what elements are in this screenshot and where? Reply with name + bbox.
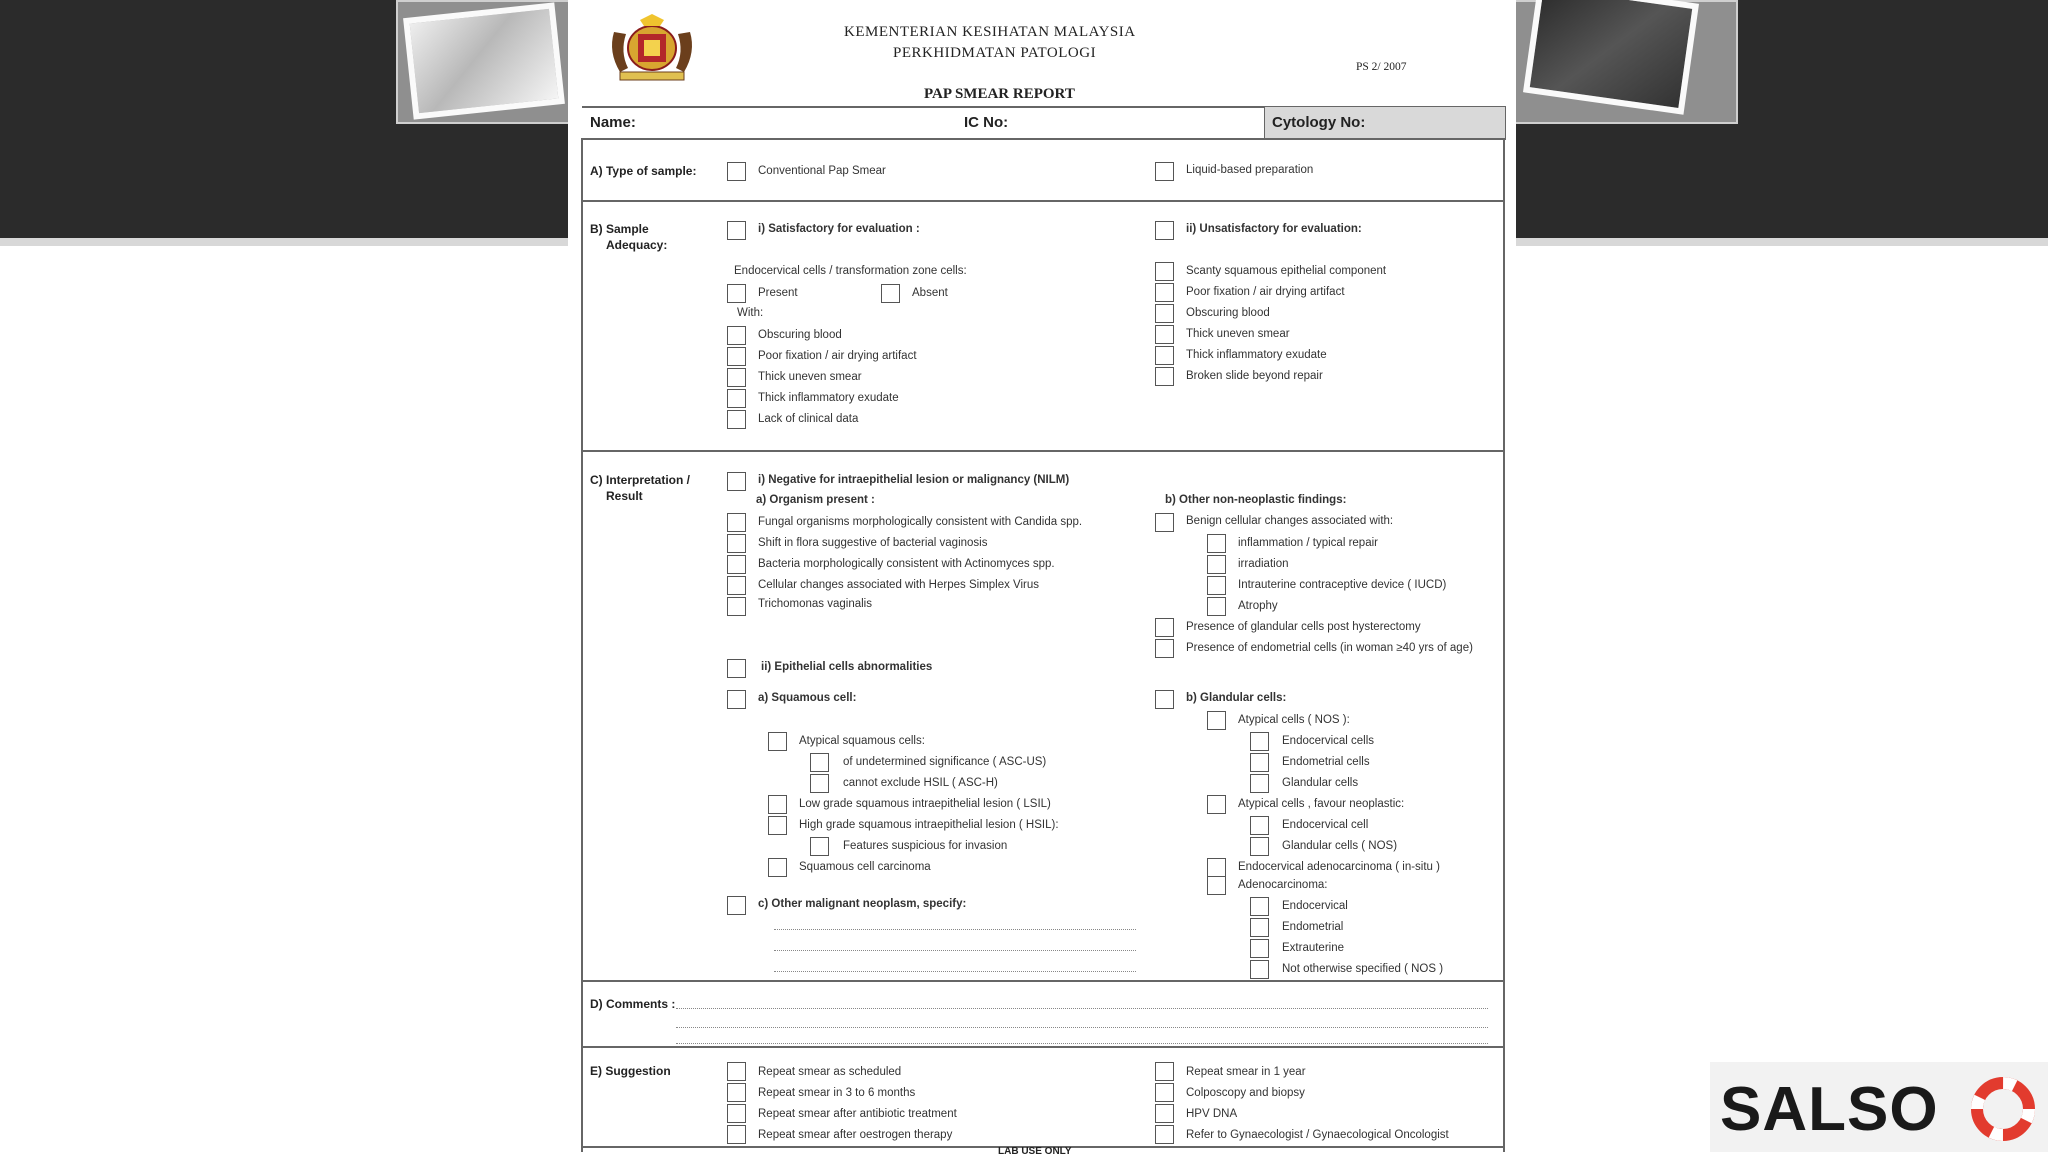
satisfactory-label: i) Satisfactory for evaluation : [758, 223, 920, 235]
absent-checkbox[interactable] [881, 284, 900, 303]
squamous-cell-label: a) Squamous cell: [758, 692, 857, 704]
specify-line[interactable] [774, 929, 1136, 930]
comments-line[interactable] [676, 1027, 1488, 1028]
candida-checkbox[interactable] [727, 513, 746, 532]
adeno-endometrial-checkbox[interactable] [1250, 918, 1269, 937]
unsat-item-label: Scanty squamous epithelial component [1186, 265, 1387, 277]
adenocarcinoma-checkbox[interactable] [1207, 876, 1226, 895]
endometrial-40-label: Presence of endometrial cells (in woman ≥40 yrs of age) [1186, 642, 1473, 654]
section-divider [582, 980, 1504, 982]
row-divider [582, 138, 1504, 140]
sat-lack-clinical-checkbox[interactable] [727, 410, 746, 429]
neo-item-label: Endocervical cell [1282, 819, 1369, 831]
department-name: PERKHIDMATAN PATOLOGI [893, 45, 1097, 61]
scc-label: Squamous cell carcinoma [799, 861, 931, 873]
suggestion-left-checkbox[interactable] [727, 1104, 746, 1123]
organism-item-label: Shift in flora suggestive of bacterial vaginosis [758, 537, 988, 549]
suggestion-item-label: Repeat smear as scheduled [758, 1066, 902, 1078]
neo-glandular-checkbox[interactable] [1250, 837, 1269, 856]
atypical-squamous-checkbox[interactable] [768, 732, 787, 751]
sat-obscuring-blood-checkbox[interactable] [727, 326, 746, 345]
unsat-poor-fixation-checkbox[interactable] [1155, 283, 1174, 302]
ic-no-label: IC No: [964, 114, 1009, 131]
neo-item-label: Glandular cells ( NOS) [1282, 840, 1398, 852]
hsil-label: High grade squamous intraepithelial lesion ( HSIL): [799, 819, 1059, 831]
cytology-no-label: Cytology No: [1272, 114, 1366, 131]
atypical-neoplastic-label: Atypical cells , favour neoplastic: [1238, 798, 1405, 810]
epithelial-abnormalities-checkbox[interactable] [727, 659, 746, 678]
suggestion-item-label: Refer to Gynaecologist / Gynaecological Oncologist [1186, 1129, 1449, 1141]
sat-item-label: Thick uneven smear [758, 371, 862, 383]
nilm-label: i) Negative for intraepithelial lesion or malignancy (NILM) [758, 474, 1070, 486]
atypical-squamous-label: Atypical squamous cells: [799, 735, 925, 747]
suggestion-item-label: HPV DNA [1186, 1108, 1238, 1120]
atrophy-checkbox[interactable] [1207, 597, 1226, 616]
suggestion-left-checkbox[interactable] [727, 1062, 746, 1081]
scc-checkbox[interactable] [768, 858, 787, 877]
suggestion-item-label: Repeat smear after antibiotic treatment [758, 1108, 957, 1120]
name-label: Name: [590, 114, 636, 131]
unsat-item-label: Broken slide beyond repair [1186, 370, 1323, 382]
unsat-thick-uneven-checkbox[interactable] [1155, 325, 1174, 344]
benign-changes-checkbox[interactable] [1155, 513, 1174, 532]
salso-logo [1710, 1062, 2048, 1152]
adeno-insitu-checkbox[interactable] [1207, 858, 1226, 877]
sat-item-label: Poor fixation / air drying artifact [758, 350, 917, 362]
unsatisfactory-checkbox[interactable] [1155, 221, 1174, 240]
neo-endocervical-checkbox[interactable] [1250, 816, 1269, 835]
conventional-pap-smear-checkbox[interactable] [727, 162, 746, 181]
salso-logo-text: SALSO [1720, 1075, 1939, 1144]
atypical-nos-label: Atypical cells ( NOS ): [1238, 714, 1350, 726]
suggestion-right-checkbox[interactable] [1155, 1062, 1174, 1081]
iucd-checkbox[interactable] [1207, 576, 1226, 595]
report-title: PAP SMEAR REPORT [924, 86, 1075, 102]
adeno-insitu-label: Endocervical adenocarcinoma ( in-situ ) [1238, 861, 1440, 873]
with-label: With: [737, 307, 764, 319]
asc-h-checkbox[interactable] [810, 774, 829, 793]
invasion-label: Features suspicious for invasion [843, 840, 1008, 852]
suggestion-item-label: Colposcopy and biopsy [1186, 1087, 1305, 1099]
malaysia-coat-of-arms-icon [606, 12, 698, 84]
benign-item-label: Atrophy [1238, 600, 1278, 612]
adenocarcinoma-label: Adenocarcinoma: [1238, 879, 1328, 891]
adeno-item-label: Endometrial [1282, 921, 1344, 933]
unsat-item-label: Poor fixation / air drying artifact [1186, 286, 1345, 298]
trichomonas-checkbox[interactable] [727, 597, 746, 616]
glandular-cells-label: b) Glandular cells: [1186, 692, 1287, 704]
section-divider [582, 450, 1504, 452]
sat-thick-uneven-checkbox[interactable] [727, 368, 746, 387]
atypical-neoplastic-checkbox[interactable] [1207, 795, 1226, 814]
sat-item-label: Obscuring blood [758, 329, 842, 341]
section-a-label: A) Type of sample: [590, 164, 697, 178]
sat-item-label: Lack of clinical data [758, 413, 859, 425]
adeno-endocervical-checkbox[interactable] [1250, 897, 1269, 916]
endocervical-label: Endocervical cells / transformation zone cells: [734, 265, 967, 277]
thumbnail-photo-left [396, 0, 572, 124]
absent-label: Absent [912, 287, 948, 299]
liquid-based-checkbox[interactable] [1155, 162, 1174, 181]
suggestion-item-label: Repeat smear after oestrogen therapy [758, 1129, 953, 1141]
suggestion-left-checkbox[interactable] [727, 1083, 746, 1102]
other-malignant-checkbox[interactable] [727, 896, 746, 915]
suggestion-right-checkbox[interactable] [1155, 1104, 1174, 1123]
asc-us-checkbox[interactable] [810, 753, 829, 772]
liquid-based-label: Liquid-based preparation [1186, 164, 1314, 176]
unsatisfactory-label: ii) Unsatisfactory for evaluation: [1186, 223, 1362, 235]
unsat-thick-exudate-checkbox[interactable] [1155, 346, 1174, 365]
adeno-item-label: Not otherwise specified ( NOS ) [1282, 963, 1444, 975]
section-c-label-1: C) Interpretation / [590, 473, 691, 487]
unsat-item-label: Thick uneven smear [1186, 328, 1290, 340]
section-divider [582, 200, 1504, 202]
organism-item-label: Cellular changes associated with Herpes Simplex Virus [758, 579, 1040, 591]
benign-item-label: inflammation / typical repair [1238, 537, 1378, 549]
lsil-label: Low grade squamous intraepithelial lesion ( LSIL) [799, 798, 1051, 810]
nos-item-label: Glandular cells [1282, 777, 1359, 789]
lsil-checkbox[interactable] [768, 795, 787, 814]
nos-endocervical-checkbox[interactable] [1250, 732, 1269, 751]
adeno-item-label: Extrauterine [1282, 942, 1345, 954]
hsil-checkbox[interactable] [768, 816, 787, 835]
bacterial-vaginosis-checkbox[interactable] [727, 534, 746, 553]
nos-item-label: Endocervical cells [1282, 735, 1375, 747]
other-malignant-label: c) Other malignant neoplasm, specify: [758, 898, 967, 910]
glandular-post-label: Presence of glandular cells post hysterectomy [1186, 621, 1421, 633]
benign-item-label: irradiation [1238, 558, 1289, 570]
nos-endometrial-checkbox[interactable] [1250, 753, 1269, 772]
ministry-name: KEMENTERIAN KESIHATAN MALAYSIA [844, 24, 1136, 40]
nilm-checkbox[interactable] [727, 472, 746, 491]
nos-item-label: Endometrial cells [1282, 756, 1370, 768]
suggestion-item-label: Repeat smear in 1 year [1186, 1066, 1306, 1078]
form-left-border [581, 138, 583, 1152]
benign-changes-label: Benign cellular changes associated with: [1186, 515, 1394, 527]
endometrial-40-checkbox[interactable] [1155, 639, 1174, 658]
lifebuoy-icon [1972, 1078, 2034, 1140]
glandular-post-hysterectomy-checkbox[interactable] [1155, 618, 1174, 637]
organism-present-label: a) Organism present : [756, 494, 875, 506]
unsat-item-label: Thick inflammatory exudate [1186, 349, 1327, 361]
benign-item-label: Intrauterine contraceptive device ( IUCD) [1238, 579, 1447, 591]
asc-us-label: of undetermined significance ( ASC-US) [843, 756, 1047, 768]
sat-thick-exudate-checkbox[interactable] [727, 389, 746, 408]
organism-item-label: Trichomonas vaginalis [758, 598, 872, 610]
present-checkbox[interactable] [727, 284, 746, 303]
nos-glandular-checkbox[interactable] [1250, 774, 1269, 793]
adeno-nos-checkbox[interactable] [1250, 960, 1269, 979]
unsat-broken-slide-checkbox[interactable] [1155, 367, 1174, 386]
section-c-label-2: Result [606, 489, 643, 503]
satisfactory-checkbox[interactable] [727, 221, 746, 240]
adeno-item-label: Endocervical [1282, 900, 1348, 912]
inflammation-checkbox[interactable] [1207, 534, 1226, 553]
unsat-obscuring-blood-checkbox[interactable] [1155, 304, 1174, 323]
actinomyces-checkbox[interactable] [727, 555, 746, 574]
organism-item-label: Fungal organisms morphologically consistent with Candida spp. [758, 516, 1083, 528]
pap-smear-report-document [568, 0, 1516, 1157]
epithelial-label: ii) Epithelial cells abnormalities [761, 661, 933, 673]
conventional-pap-smear-label: Conventional Pap Smear [758, 165, 886, 177]
adeno-extrauterine-checkbox[interactable] [1250, 939, 1269, 958]
other-non-neoplastic-label: b) Other non-neoplastic findings: [1165, 494, 1347, 506]
form-code: PS 2/ 2007 [1356, 61, 1407, 73]
suggestion-right-checkbox[interactable] [1155, 1125, 1174, 1144]
present-label: Present [758, 287, 798, 299]
comments-line[interactable] [676, 1043, 1488, 1044]
glandular-cells-checkbox[interactable] [1155, 690, 1174, 709]
comments-label: D) Comments : [590, 997, 676, 1011]
suggestion-label: E) Suggestion [590, 1064, 671, 1078]
specify-line[interactable] [774, 950, 1136, 951]
suggestion-right-checkbox[interactable] [1155, 1083, 1174, 1102]
sat-item-label: Thick inflammatory exudate [758, 392, 899, 404]
asc-h-label: cannot exclude HSIL ( ASC-H) [843, 777, 998, 789]
section-b-label-2: Adequacy: [606, 238, 668, 252]
suggestion-item-label: Repeat smear in 3 to 6 months [758, 1087, 916, 1099]
herpes-checkbox[interactable] [727, 576, 746, 595]
form-right-border [1503, 138, 1505, 1152]
specify-line[interactable] [774, 971, 1136, 972]
suggestion-left-checkbox[interactable] [727, 1125, 746, 1144]
atypical-nos-checkbox[interactable] [1207, 711, 1226, 730]
organism-item-label: Bacteria morphologically consistent with Actinomyces spp. [758, 558, 1055, 570]
section-divider [582, 1046, 1504, 1048]
unsat-scanty-checkbox[interactable] [1155, 262, 1174, 281]
name-row-top-line [582, 106, 1302, 108]
lab-use-only-label: LAB USE ONLY [998, 1146, 1072, 1157]
squamous-cell-checkbox[interactable] [727, 690, 746, 709]
sat-poor-fixation-checkbox[interactable] [727, 347, 746, 366]
irradiation-checkbox[interactable] [1207, 555, 1226, 574]
unsat-item-label: Obscuring blood [1186, 307, 1270, 319]
invasion-checkbox[interactable] [810, 837, 829, 856]
comments-line[interactable] [676, 1008, 1488, 1009]
thumbnail-photo-right [1508, 0, 1738, 124]
section-b-label-1: B) Sample [590, 222, 649, 236]
